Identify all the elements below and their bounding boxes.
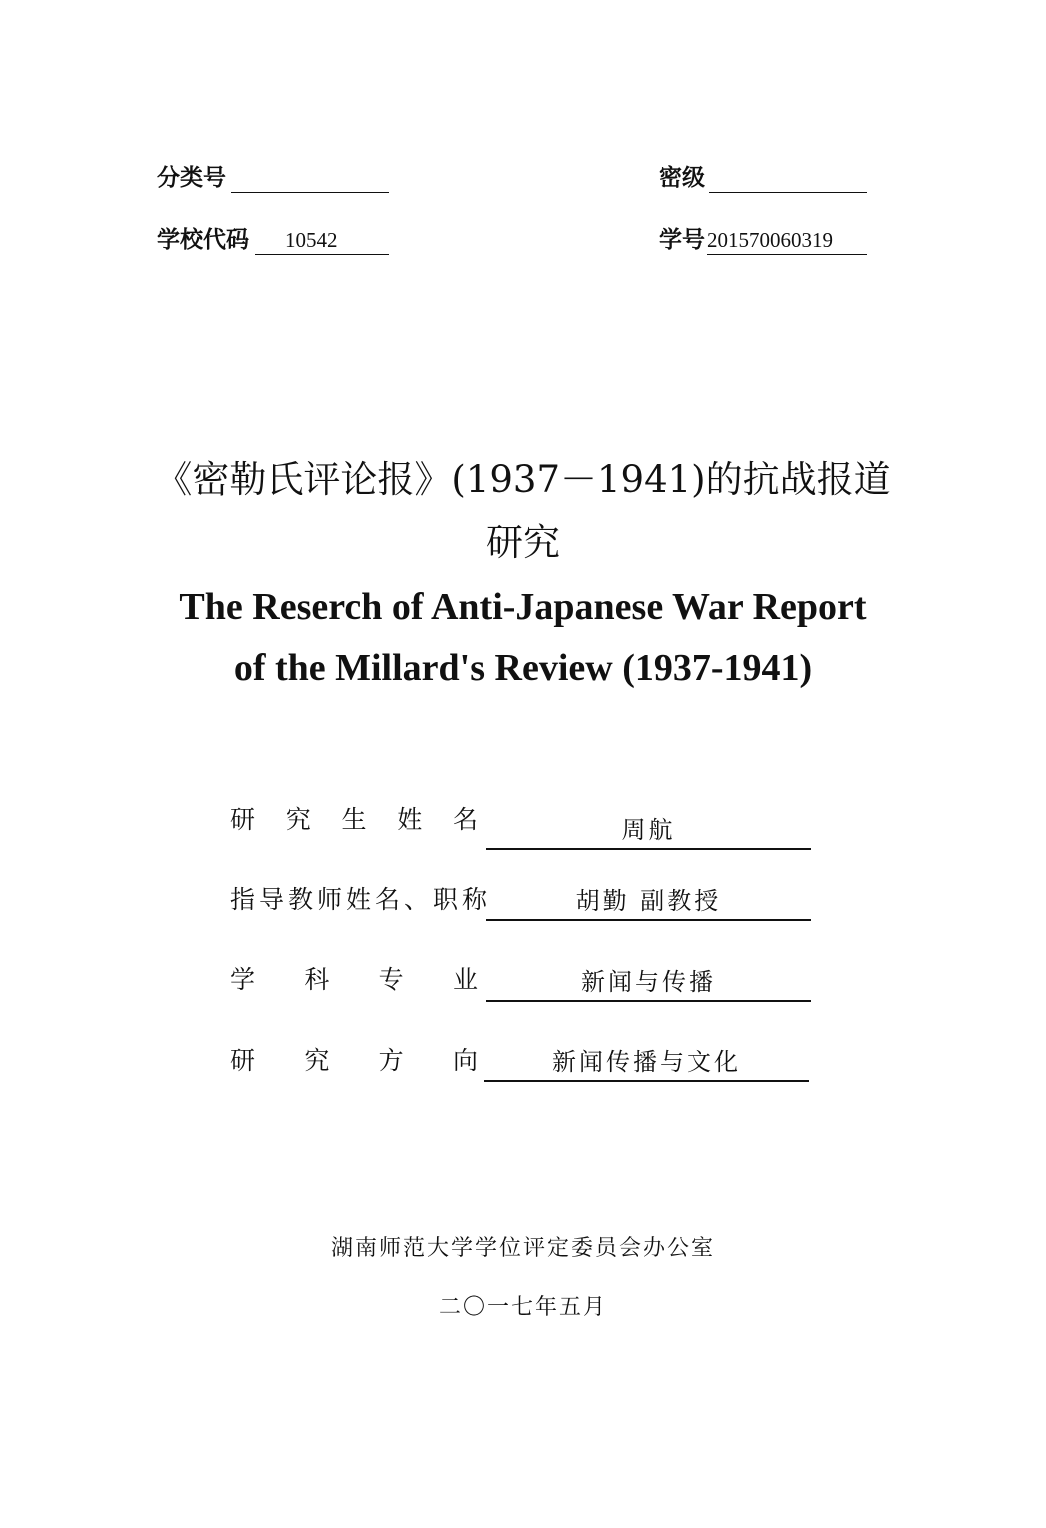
advisor-label: 指导教师姓名、职称 <box>230 885 492 914</box>
thesis-title-en-line2: of the Millard's Review (1937-1941) <box>233 647 813 689</box>
student-id-label: 学号 <box>659 227 705 253</box>
classification-label: 分类号 <box>157 165 226 191</box>
student-id-value: 201570060319 <box>707 225 867 255</box>
research-direction-value: 新闻传播与文化 <box>484 1042 809 1082</box>
issuing-office: 湖南师范大学学位评定委员会办公室 <box>330 1236 715 1261</box>
major-label: 学 科 专 业 <box>230 965 478 994</box>
classification-field <box>231 163 389 193</box>
advisor-value: 胡勤 副教授 <box>486 881 811 921</box>
school-code-value: 10542 <box>255 225 389 255</box>
security-level-field <box>709 163 867 193</box>
school-code-label: 学校代码 <box>157 227 249 253</box>
major-value: 新闻与传播 <box>486 962 811 1002</box>
thesis-title-en-line1: The Reserch of Anti-Japanese War Report <box>179 586 867 628</box>
security-level-label: 密级 <box>659 165 705 191</box>
issue-date: 二〇一七年五月 <box>438 1295 607 1320</box>
student-name-label: 研 究 生 姓 名 <box>230 805 478 834</box>
thesis-title-cn-line1: 《密勒氏评论报》(1937－1941)的抗战报道 <box>155 458 891 501</box>
thesis-title-cn-line2: 研究 <box>486 521 560 564</box>
research-direction-label: 研 究 方 向 <box>230 1046 478 1075</box>
student-name-value: 周航 <box>486 810 811 850</box>
